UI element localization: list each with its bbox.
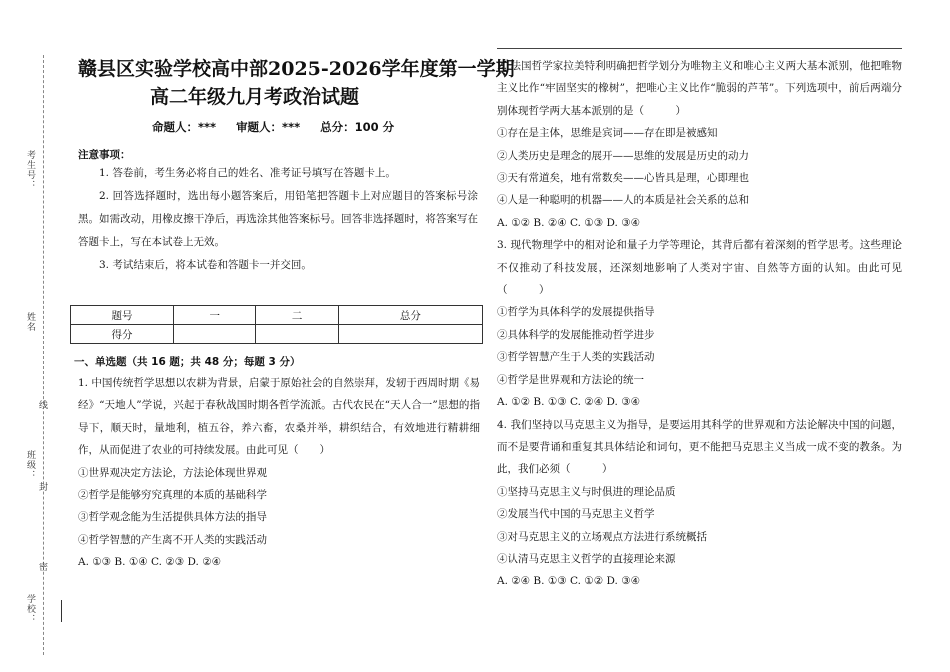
top-rule xyxy=(497,48,902,49)
score-table-header-row xyxy=(71,306,483,325)
question-option: ③天有常道矣，地有常数矣——心皆具是理，心即理也 xyxy=(497,172,749,185)
question-1 xyxy=(78,372,480,574)
question-answers: A. ①② B. ②④ C. ①③ D. ③④ xyxy=(497,216,641,229)
school-label: 学校： xyxy=(25,594,35,624)
question-option: ①哲学为具体科学的发展提供指导 xyxy=(497,306,655,319)
score-cell xyxy=(174,325,256,344)
setter: 命题人：*** xyxy=(152,120,217,134)
notice-heading: 注意事项： xyxy=(78,149,131,161)
question-option: ④人是一种聪明的机器——人的本质是社会关系的总和 xyxy=(497,194,749,207)
score-table-header: 总分 xyxy=(338,306,482,325)
score-table-row xyxy=(71,325,483,344)
score-table-header: 一 xyxy=(174,306,256,325)
exam-title-line1: 赣县区实验学校高中部2025-2026学年度第一学期 xyxy=(78,58,515,80)
question-option: ①世界观决定方法论，方法论体现世界观 xyxy=(78,466,267,479)
question-option: ③哲学观念能为生活提供具体方法的指导 xyxy=(78,511,267,524)
total-score: 总分：100 分 xyxy=(320,120,395,134)
question-option: ②具体科学的发展能推动哲学进步 xyxy=(497,328,655,341)
binding-margin xyxy=(0,0,70,672)
score-cell xyxy=(256,325,338,344)
author-info xyxy=(78,119,478,135)
question-answers: A. ①② B. ①③ C. ②④ D. ③④ xyxy=(497,396,641,409)
question-stem: 1. 中国传统哲学思想以农耕为背景，启蒙于原始社会的自然崇拜，发轫于西周时期《易经》“天地人”学说，兴起于春秋战国时期各哲学流派。古代农民在“天人合一”思想的指导下，顺天时，量地利，植五谷，养六畜，农桑并举，耕织结合，有效地进行精耕细作，从而促进了农业的可持续发展。由此可见（ ） xyxy=(78,377,480,457)
candidate-number-label: 考生号： xyxy=(25,150,35,190)
notice-item: 3. 考试结束后，将本试卷和答题卡一并交回。 xyxy=(99,259,312,271)
seal-char-seal: 封 xyxy=(37,482,47,491)
question-option: ④认清马克思主义哲学的直接理论来源 xyxy=(497,552,676,565)
right-column xyxy=(497,55,902,593)
binding-solid-line xyxy=(61,600,62,622)
exam-title-line2: 高二年级九月考政治试题 xyxy=(150,86,360,108)
score-table-header: 二 xyxy=(256,306,338,325)
score-cell xyxy=(338,325,482,344)
class-label: 班级： xyxy=(25,450,35,480)
question-answers: A. ②④ B. ①③ C. ①② D. ③④ xyxy=(497,575,641,588)
question-4 xyxy=(497,414,902,593)
question-option: ④哲学智慧的产生离不开人类的实践活动 xyxy=(78,533,267,546)
question-stem: 3. 现代物理学中的相对论和量子力学等理论，其背后都有着深刻的哲学思考。这些理论不仅推动了科技发展，还深刻地影响了人类对宇宙、自然等方面的认知。由此可见（ ） xyxy=(497,239,902,297)
question-2 xyxy=(497,55,902,234)
question-option: ①坚持马克思主义与时俱进的理论品质 xyxy=(497,485,676,498)
score-table xyxy=(70,305,483,344)
notice-item: 2. 回答选择题时，选出每小题答案后，用铅笔把答题卡上对应题目的答案标号涂黑。如需改动，用橡皮擦干净后，再选涂其他答案标号。回答非选择题时，将答案写在答题卡上，写在本试卷上无效。 xyxy=(78,190,478,248)
question-option: ③哲学智慧产生于人类的实践活动 xyxy=(497,351,655,364)
question-option: ③对马克思主义的立场观点方法进行系统概括 xyxy=(497,530,707,543)
notice-item: 1. 答卷前，考生务必将自己的姓名、准考证号填写在答题卡上。 xyxy=(99,167,396,179)
seal-char-line: 线 xyxy=(37,400,47,409)
question-option: ②人类历史是理念的展开——思维的发展是历史的动力 xyxy=(497,149,749,162)
question-option: ④哲学是世界观和方法论的统一 xyxy=(497,373,644,386)
reviewer: 审题人：*** xyxy=(236,120,301,134)
question-option: ①存在是主体，思维是宾词——存在即是被感知 xyxy=(497,127,718,140)
seal-char-secret: 密 xyxy=(37,562,47,571)
question-stem: 2. 法国哲学家拉美特利明确把哲学划分为唯物主义和唯心主义两大基本派别，他把唯物主义比作“牢固坚实的橡树”，把唯心主义比作“脆弱的芦苇”。下列选项中，前后两端分别体现哲学两大基本派别的是（ ） xyxy=(497,60,902,117)
question-option: ②发展当代中国的马克思主义哲学 xyxy=(497,508,655,521)
question-option: ②哲学是能够穷究真理的本质的基础科学 xyxy=(78,489,267,502)
section-title: 一、单选题（共 16 题；共 48 分；每题 3 分） xyxy=(74,356,301,368)
score-row-label: 得分 xyxy=(71,325,174,344)
question-answers: A. ①③ B. ①④ C. ②③ D. ②④ xyxy=(78,556,222,569)
left-column xyxy=(78,55,515,277)
score-table-header: 题号 xyxy=(71,306,174,325)
name-label: 姓名 xyxy=(25,312,35,332)
question-stem: 4. 我们坚持以马克思主义为指导，是要运用其科学的世界观和方法论解决中国的问题，而不是要背诵和重复其具体结论和词句，更不能把马克思主义当成一成不变的教条。为此，我们必须（ ） xyxy=(497,418,902,476)
question-3 xyxy=(497,234,902,413)
